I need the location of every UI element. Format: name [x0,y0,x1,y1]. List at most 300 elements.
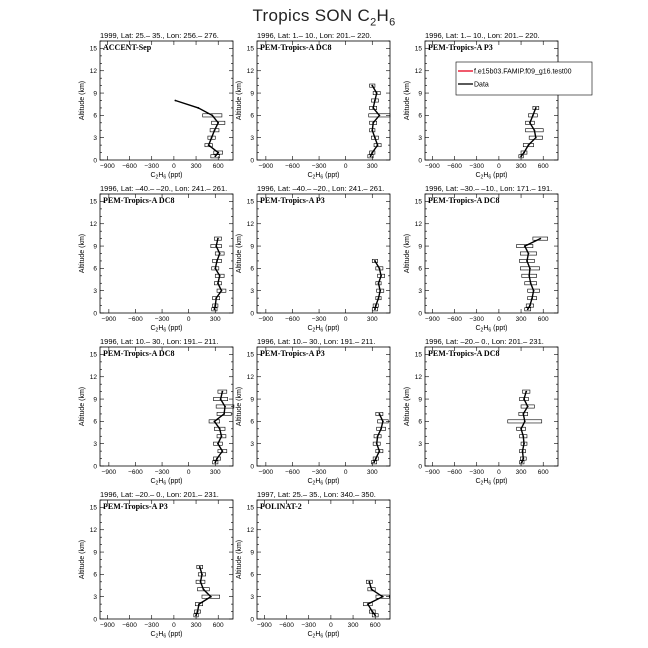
x-tick-label: 0 [497,316,501,323]
y-tick-label: 12 [89,374,97,382]
x-tick-label: −900 [101,469,117,476]
data-point [211,114,213,116]
data-point [371,85,373,87]
data-point [526,260,528,262]
data-point [373,461,375,463]
x-axis-label: $C_2H_6$ (ppt) [150,478,183,487]
y-tick-label: 15 [246,351,254,359]
data-point [520,155,522,157]
y-axis-label: Altitude (km) [236,386,243,427]
data-point [371,611,373,613]
data-point [376,92,378,94]
data-point [522,450,524,452]
x-tick-label: 300 [515,469,527,476]
y-tick-label: 12 [414,68,422,76]
data-point [376,443,378,445]
y-tick-label: 12 [246,221,254,229]
x-tick-label: 600 [369,622,381,629]
panel-3 [404,31,592,181]
x-tick-label: 300 [366,316,378,323]
data-point [529,122,531,124]
y-tick-label: 0 [250,616,254,624]
data-point [220,398,222,400]
data-point [523,443,525,445]
data-point [208,144,210,146]
panel-header: 1996, Lat: 10.– 30., Lon: 191.– 211. [100,337,219,346]
panel-8 [236,337,390,487]
y-tick-label: 3 [93,134,97,142]
data-point [224,406,226,408]
y-tick-label: 15 [414,351,422,359]
y-tick-label: 12 [246,527,254,535]
panel-header: 1996, Lat: 1.– 10., Lon: 201.– 220. [425,31,540,40]
data-point [527,406,529,408]
data-point [217,152,219,154]
x-tick-label: 0 [186,316,191,323]
x-tick-label: 0 [497,469,501,476]
y-tick-label: 12 [246,374,254,382]
data-point [372,107,374,109]
x-axis-label: $C_2H_6$ (ppt) [307,631,340,640]
y-tick-label: 15 [89,504,97,512]
x-tick-label: −900 [425,469,440,476]
data-point [217,122,219,124]
data-point [528,144,530,146]
y-tick-label: 12 [89,527,97,535]
data-point [378,267,380,269]
data-point [213,308,215,310]
y-tick-label: 0 [93,310,97,318]
x-tick-label: −300 [311,163,327,170]
data-point [528,253,530,255]
x-tick-label: −900 [258,469,274,476]
campaign-label: PEM-Tropics-A DC8 [103,196,175,205]
data-point [195,614,197,616]
data-point [523,398,525,400]
data-point [214,461,216,463]
data-point [213,420,215,422]
y-axis-label: Altitude (km) [404,233,411,274]
x-tick-label: 300 [209,316,221,323]
data-point [378,450,380,452]
plot-frame [100,347,233,466]
y-axis-label: Altitude (km) [79,233,86,274]
campaign-label: ACCENT-Sep [103,43,152,52]
x-tick-label: −600 [128,316,143,323]
y-tick-label: 9 [418,396,422,404]
plot-frame [257,194,390,313]
data-point [374,308,376,310]
x-axis-label: $C_2H_6$ (ppt) [150,631,183,640]
y-tick-label: 3 [93,440,97,448]
campaign-label: PEM-Tropics-A P3 [103,502,168,511]
y-axis-label: Altitude (km) [404,80,411,121]
panel-header: 1996, Lat: –20.– 0., Lon: 201.– 231. [100,490,219,499]
y-tick-label: 6 [250,571,254,579]
data-point [535,107,537,109]
data-point [372,122,374,124]
data-point [527,308,529,310]
y-tick-label: 6 [250,418,254,426]
data-point [217,443,219,445]
data-point [522,458,524,460]
x-tick-label: 300 [366,163,378,170]
x-tick-label: −300 [311,316,327,323]
y-tick-label: 6 [93,112,97,120]
data-point [216,260,218,262]
data-point [203,588,205,590]
data-point [219,253,221,255]
x-tick-label: −300 [154,316,170,323]
y-tick-label: 6 [250,265,254,273]
data-point [174,100,176,102]
data-point [380,275,382,277]
x-tick-label: −900 [425,316,440,323]
panel-header: 1999, Lat: 25.– 35., Lon: 256.– 276. [100,31,219,40]
plot-frame [100,500,233,619]
legend-box [456,62,592,95]
y-tick-label: 3 [250,440,254,448]
data-point [371,129,373,131]
x-tick-label: 0 [497,163,501,170]
data-point [221,435,223,437]
x-axis-label: $C_2H_6$ (ppt) [475,325,508,334]
x-tick-label: −600 [122,622,137,629]
y-axis-label: Altitude (km) [79,386,86,427]
x-tick-label: 300 [190,622,202,629]
x-axis-label: $C_2H_6$ (ppt) [150,172,183,181]
x-tick-label: −600 [447,316,462,323]
x-tick-label: 0 [329,622,333,629]
panel-header: 1997, Lat: 25.– 35., Lon: 340.– 350. [257,490,376,499]
data-point [374,614,376,616]
panel-header: 1996, Lat: –20.– 0., Lon: 201.– 231. [425,337,544,346]
data-point [371,152,373,154]
y-tick-label: 9 [93,90,97,98]
campaign-label: PEM-Tropics-A P3 [260,196,325,205]
y-tick-label: 0 [250,310,254,318]
y-tick-label: 12 [414,374,422,382]
data-point [531,297,533,299]
data-point [214,129,216,131]
panel-1 [79,31,233,181]
x-tick-label: −300 [469,163,485,170]
panel-10 [79,490,233,640]
data-point [371,588,373,590]
data-point [380,428,382,430]
x-tick-label: −600 [447,469,462,476]
data-point [382,596,384,598]
data-point [215,245,217,247]
data-point [532,114,534,116]
y-tick-label: 3 [250,287,254,295]
data-point [529,305,531,307]
data-point [521,461,523,463]
x-tick-label: 300 [515,163,527,170]
plot-frame [425,41,558,160]
data-point [379,290,381,292]
data-point [374,260,376,262]
x-tick-label: −600 [285,163,300,170]
data-point [219,428,221,430]
y-tick-label: 12 [89,221,97,229]
data-point [524,420,526,422]
y-tick-label: 9 [250,549,254,557]
x-tick-label: 300 [366,469,378,476]
y-tick-label: 9 [418,90,422,98]
data-point [197,107,199,109]
y-tick-label: 3 [418,287,422,295]
y-axis-label: Altitude (km) [79,80,86,121]
y-tick-label: 6 [93,265,97,273]
y-tick-label: 6 [418,418,422,426]
data-point [378,114,380,116]
data-point [525,391,527,393]
y-axis-label: Altitude (km) [236,539,243,580]
y-tick-label: 3 [93,593,97,601]
x-axis-label: $C_2H_6$ (ppt) [307,325,340,334]
data-point [221,290,223,292]
campaign-label: PEM-Tropics-A P3 [260,349,325,358]
x-tick-label: −600 [285,316,300,323]
y-tick-label: 9 [250,90,254,98]
data-point [378,297,380,299]
data-point [528,275,530,277]
data-point [533,290,535,292]
plot-frame [425,347,558,466]
x-tick-label: 0 [172,163,176,170]
campaign-label: PEM-Tropics-A P3 [428,43,493,52]
data-point [201,573,203,575]
x-tick-label: 600 [212,622,224,629]
panel-header: 1996, Lat: –30.– –10., Lon: 171.– 191. [425,184,553,193]
x-tick-label: 600 [537,163,549,170]
y-tick-label: 0 [93,616,97,624]
data-point [198,603,200,605]
x-tick-label: 0 [172,622,176,629]
y-tick-label: 12 [89,68,97,76]
x-tick-label: −900 [257,622,272,629]
campaign-label: PEM-Tropics-A DC8 [428,196,500,205]
y-tick-label: 9 [250,396,254,404]
data-point [368,581,370,583]
y-tick-label: 15 [89,198,97,206]
data-point [374,137,376,139]
y-axis-label: Altitude (km) [236,233,243,274]
y-tick-label: 3 [250,593,254,601]
data-point [216,458,218,460]
x-tick-label: −300 [154,469,170,476]
data-point [523,152,525,154]
data-point [223,413,225,415]
data-point [378,413,380,415]
x-tick-label: 600 [537,469,549,476]
panel-header: 1996, Lat: 10.– 30., Lon: 191.– 211. [257,337,376,346]
panel-5 [236,184,390,334]
data-point [522,435,524,437]
x-tick-label: 300 [347,622,359,629]
panel-header: 1996, Lat: 1.– 10., Lon: 201.– 220. [257,31,372,40]
data-point [370,155,372,157]
x-tick-label: −600 [285,469,300,476]
y-tick-label: 0 [418,463,422,471]
panel-header: 1996, Lat: –40.– –20., Lon: 241.– 261. [100,184,228,193]
plot-frame [425,194,558,313]
panel-7 [79,337,234,487]
x-tick-label: −900 [258,163,274,170]
data-point [378,282,380,284]
campaign-label: POLINAT-2 [260,502,302,511]
y-tick-label: 6 [418,265,422,273]
x-tick-label: −900 [101,316,117,323]
data-point [529,267,531,269]
x-tick-label: 600 [537,316,549,323]
data-point [377,144,379,146]
campaign-label: PEM-Tropics-A DC8 [103,349,175,358]
y-tick-label: 9 [250,243,254,251]
x-tick-label: −600 [122,163,137,170]
panel-11 [236,490,390,640]
x-tick-label: 0 [343,469,348,476]
data-point [374,100,376,102]
x-tick-label: −300 [301,622,317,629]
data-point [197,611,199,613]
data-point [221,391,223,393]
data-point [520,428,522,430]
data-point [375,305,377,307]
page-title: Tropics SON $C_2H_6$ [252,6,396,29]
y-tick-label: 15 [246,198,254,206]
y-tick-label: 15 [414,198,422,206]
x-tick-label: −600 [128,469,143,476]
plot-frame [100,194,233,313]
x-axis-label: $C_2H_6$ (ppt) [475,172,508,181]
x-tick-label: −300 [469,469,485,476]
data-point [530,282,532,284]
x-tick-label: −900 [425,163,440,170]
x-tick-label: 0 [343,316,348,323]
panel-4 [79,184,233,334]
x-tick-label: 600 [212,163,224,170]
panel-6 [404,184,558,334]
y-tick-label: 12 [246,68,254,76]
y-tick-label: 15 [89,351,97,359]
data-point [367,603,369,605]
x-tick-label: 300 [190,163,202,170]
x-tick-label: −300 [311,469,327,476]
x-tick-label: −600 [447,163,462,170]
x-tick-label: 300 [209,469,221,476]
y-tick-label: 9 [93,243,97,251]
y-tick-label: 9 [93,549,97,557]
y-tick-label: 6 [93,418,97,426]
y-tick-label: 0 [250,463,254,471]
x-tick-label: −300 [144,622,160,629]
data-point [200,581,202,583]
y-tick-label: 9 [93,396,97,404]
y-tick-label: 9 [418,243,422,251]
y-tick-label: 15 [246,45,254,53]
data-point [535,137,537,139]
x-tick-label: −900 [258,316,274,323]
x-tick-label: −900 [100,163,115,170]
plot-frame [100,41,233,160]
data-point [214,305,216,307]
legend-data-label: Data [474,81,489,89]
plot-frame [257,500,390,619]
data-point [539,238,541,240]
y-axis-label: Altitude (km) [236,80,243,121]
legend-model-label: f.e15b03.FAMIP.f09_g16.test00 [474,68,572,76]
data-point [217,282,219,284]
x-axis-label: $C_2H_6$ (ppt) [307,478,340,487]
x-tick-label: −900 [100,622,115,629]
data-point [211,137,213,139]
y-tick-label: 3 [93,287,97,295]
y-tick-label: 0 [418,310,422,318]
panel-9 [404,337,558,487]
y-tick-label: 6 [93,571,97,579]
data-point [199,566,201,568]
data-point [522,413,524,415]
y-tick-label: 6 [250,112,254,120]
campaign-label: PEM-Tropics-A DC8 [428,349,500,358]
data-point [375,458,377,460]
y-tick-label: 12 [414,221,422,229]
y-tick-label: 0 [250,157,254,165]
x-tick-label: 0 [343,163,348,170]
x-axis-label: $C_2H_6$ (ppt) [307,172,340,181]
panel-header: 1996, Lat: –40.– –20., Lon: 241.– 261. [257,184,385,193]
y-tick-label: 3 [250,134,254,142]
y-tick-label: 0 [93,157,97,165]
x-axis-label: $C_2H_6$ (ppt) [475,478,508,487]
data-point [524,245,526,247]
data-point [210,596,212,598]
y-axis-label: Altitude (km) [79,539,86,580]
x-tick-label: −300 [144,163,160,170]
data-point [382,420,384,422]
data-point [219,275,221,277]
x-tick-label: 0 [186,469,191,476]
panel-2 [236,31,390,181]
y-tick-label: 3 [418,134,422,142]
y-tick-label: 3 [418,440,422,448]
data-point [217,238,219,240]
y-tick-label: 15 [89,45,97,53]
data-point [377,435,379,437]
y-tick-label: 15 [414,45,422,53]
y-tick-label: 6 [418,112,422,120]
legend [456,62,592,95]
x-axis-label: $C_2H_6$ (ppt) [150,325,183,334]
data-point [533,129,535,131]
y-tick-label: 0 [93,463,97,471]
data-point [214,267,216,269]
y-tick-label: 0 [418,157,422,165]
data-point [215,297,217,299]
data-point [214,155,216,157]
data-point [221,450,223,452]
x-tick-label: 300 [515,316,527,323]
plot-frame [257,41,390,160]
plot-frame [257,347,390,466]
x-tick-label: −300 [469,316,485,323]
y-axis-label: Altitude (km) [404,386,411,427]
x-tick-label: −600 [279,622,294,629]
campaign-label: PEM-Tropics-A DC8 [260,43,332,52]
y-tick-label: 15 [246,504,254,512]
